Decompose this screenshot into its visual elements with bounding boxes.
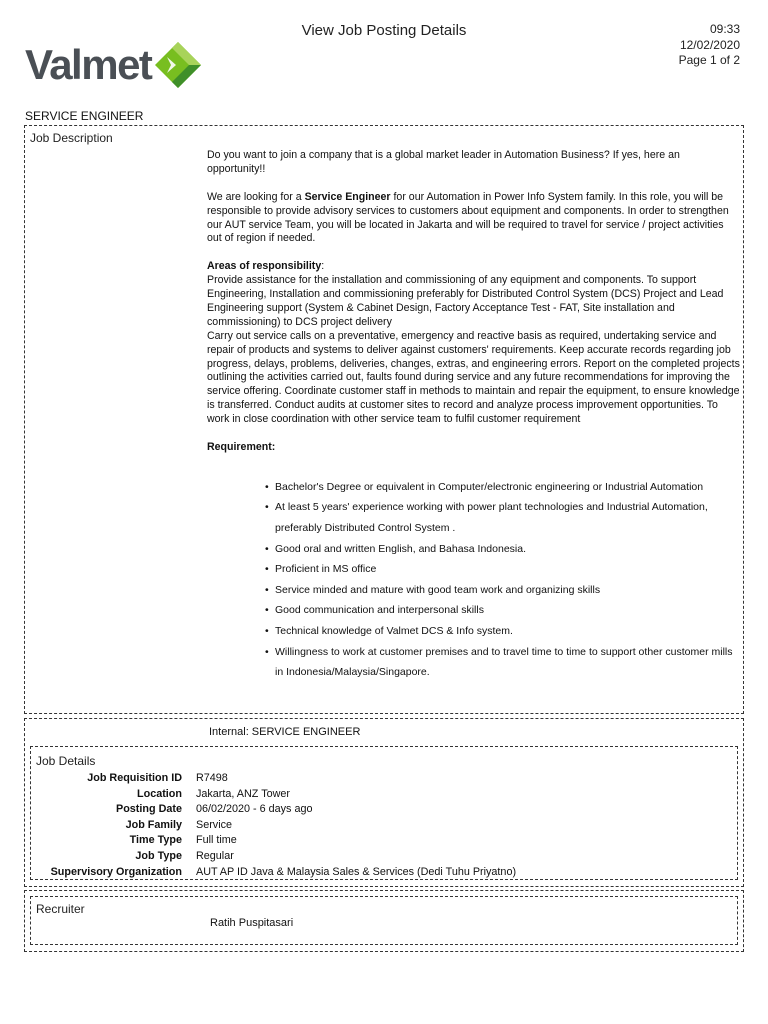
areas-paragraph-1: Provide assistance for the installation and commissioning of any equipment and components. To support Engineering, Installation and commissioning preferably for Distributed Control System (DCS) Project and Lead Engineering support (System & Cabinet Design, Factory Acceptance Test - FAT, Site installation and commissioning) to DCS project delivery [207, 274, 724, 328]
page-number: Page 1 of 2 [678, 53, 740, 67]
requirement-item: • Technical knowledge of Valmet DCS & Info system. [265, 621, 740, 642]
valmet-logo [25, 40, 205, 92]
areas-heading: Areas of responsibility [207, 260, 322, 273]
detail-label: Location [137, 787, 182, 800]
print-date: 12/02/2020 [679, 37, 740, 52]
intro-paragraph: Do you want to join a company that is a global market leader in Automation Business? If yes, here an opportunity!! [207, 149, 680, 175]
detail-value: Service [196, 818, 233, 831]
recruiter-box [30, 896, 738, 945]
job-details-title: Job Details [36, 754, 96, 768]
recruiter-title: Recruiter [36, 902, 85, 916]
requirement-item: • Proficient in MS office [265, 559, 740, 580]
detail-row [36, 833, 736, 849]
role-name: Service Engineer [304, 190, 391, 203]
internal-title: Internal: SERVICE ENGINEER [209, 726, 361, 738]
detail-row [36, 849, 736, 865]
detail-label: Supervisory Organization [50, 865, 182, 878]
print-time: 09:33 [709, 22, 740, 36]
areas-paragraph-2: Carry out service calls on a preventative, emergency and reactive basis as required, undertaking service and repair of products and systems to deliver against customers' requirements. Keep accurate records regarding job progress, delays, problems, deliveries, changes, extras, and engineering errors. Report on the completed projects outlining the activities carried out, faults found during service and any future recommendations for improving the service offering. Coordinate customer staff in methods to maintain and repair the equipment, to ensure knowledge is transferred. Conduct audits at customer sites to record and analyze process improvement opportunities. To work in close coordination with other service team to fulfil customer requirement [207, 329, 740, 426]
valmet-diamond-icon [153, 40, 203, 90]
logo-text: Valmet [25, 41, 152, 88]
detail-value: Full time [196, 834, 237, 847]
detail-label: Job Type [135, 849, 182, 862]
detail-value: R7498 [196, 772, 228, 784]
requirement-item: • Bachelor's Degree or equivalent in Computer/electronic engineering or Industrial Automation [265, 477, 740, 498]
job-details-table [36, 771, 736, 880]
requirement-list [207, 477, 740, 683]
detail-value: Jakarta, ANZ Tower [196, 787, 291, 800]
detail-row [36, 787, 736, 803]
job-description-content: Do you want to join a company that is a global market leader in Automation Business? If yes, here an opportunity!! We are looking for a Service Engineer for our Automation in Power Info System family. In this role, you will be responsible to provide advisory services to customers about equipment and components. In order to strengthen our AUT service Team, you will be located in Jakarta and will be required to travel for service / project activities out of region if needed. Areas of responsibility: Provide assistance for the installation and commissioning of any equipment and components. To support Engineering, Installation and commissioning preferably for Distributed Control System (DCS) Project and Lead Engineering support (System & Cabinet Design, Factory Acceptance Test - FAT, Site installation and commissioning) to DCS project delivery Carry out service calls on a preventative, emergency and reactive basis as required, undertaking service and repair of products and systems to deliver against customers' requirements. Keep accurate records regarding job progress, delays, problems, deliveries, changes, extras, and engineering errors. Report on the completed projects outlining the activities carried out, faults found during service and any future recommendations for improving the service offering. Coordinate customer staff in methods to maintain and repair the equipment, to ensure knowledge is transferred. Conduct audits at customer sites to record and analyze process improvement opportunities. To work in close coordination with other service team to fulfil customer requirement Requirement: • Bachelor's Degree or equivalent in Computer/electronic engineering or Industrial Automation • At least 5 years' experience working with power plant technologies and Industrial Automation, preferably Distributed Control System . • Good oral and written English, and Bahasa Indonesia. • Proficient in MS office • Service minded and mature with good team work and organizing skills • Good communication and interpersonal skills • Technical knowledge of Valmet DCS & Info system. • Willingness to work at customer premises and to travel time to time to support other customer mills in Indonesia/Malaysia/Singapore. [207, 149, 740, 683]
detail-row [36, 802, 736, 818]
requirement-item: • Service minded and mature with good team work and organizing skills [265, 580, 740, 601]
recruiter-name: Ratih Puspitasari [210, 917, 294, 929]
requirement-item: • At least 5 years' experience working with power plant technologies and Industrial Automation, preferably Distributed Control System . [265, 497, 740, 538]
detail-row [36, 818, 736, 834]
page-title: View Job Posting Details [301, 22, 467, 39]
detail-label: Job Requisition ID [87, 772, 182, 784]
looking-paragraph: We are looking for a Service Engineer for our Automation in Power Info System family. In this role, you will be responsible to provide advisory services to customers about equipment and components. In order to strengthen our AUT service Team, you will be located in Jakarta and will be required to travel for service / project activities out of region if needed. [207, 190, 729, 245]
requirement-item: • Willingness to work at customer premises and to travel time to time to support other customer mills in Indonesia/Malaysia/Singapore. [265, 642, 740, 683]
requirement-item: • Good oral and written English, and Bahasa Indonesia. [265, 539, 740, 560]
job-title-heading: SERVICE ENGINEER [25, 109, 144, 123]
requirement-heading: Requirement: [207, 440, 276, 453]
detail-label: Job Family [125, 818, 182, 831]
job-description-title: Job Description [30, 131, 113, 145]
detail-row [36, 865, 736, 881]
detail-value: 06/02/2020 - 6 days ago [196, 803, 313, 816]
print-meta [679, 22, 740, 69]
detail-label: Posting Date [116, 803, 182, 816]
detail-label: Time Type [129, 834, 182, 847]
detail-row [36, 771, 736, 787]
detail-value: AUT AP ID Java & Malaysia Sales & Services (Dedi Tuhu Priyatno) [196, 865, 517, 878]
detail-value: Regular [196, 849, 234, 862]
requirement-item: • Good communication and interpersonal skills [265, 600, 740, 621]
